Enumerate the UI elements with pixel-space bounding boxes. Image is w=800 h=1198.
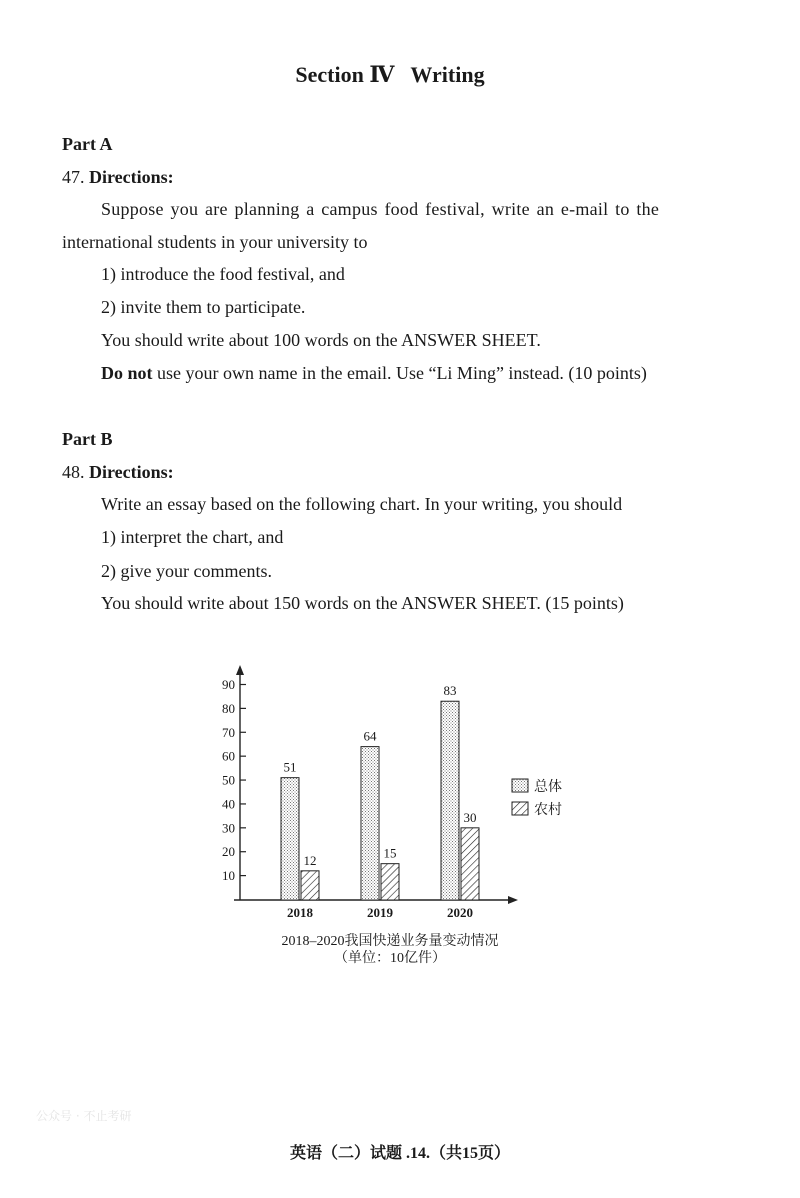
- chart-title: 2018–2020我国快递业务量变动情况: [281, 934, 499, 949]
- directions-label: Directions:: [89, 462, 174, 482]
- bar-rural: [461, 828, 479, 900]
- paragraph-line: [101, 363, 647, 384]
- data-label: 30: [463, 809, 477, 825]
- data-label: 51: [283, 759, 297, 775]
- bar-rural: [381, 864, 399, 900]
- bar-rural: [301, 871, 319, 900]
- y-tick-label: 80: [222, 700, 235, 716]
- section-title: Section Ⅳ Writing: [295, 62, 485, 87]
- question-number: 48.: [62, 462, 85, 482]
- list-item: 1) interpret the chart, and: [101, 527, 284, 547]
- paragraph-text: use your own name in the email. Use “Li Ming” instead. (10 points): [152, 363, 647, 383]
- legend-swatch: [512, 802, 528, 815]
- page-footer: 英语（二）试题 .14.（共15页）: [289, 1145, 510, 1162]
- y-tick-label: 50: [222, 772, 235, 788]
- list-item: 2) give your comments.: [101, 561, 272, 581]
- list-item: 2) invite them to participate.: [101, 297, 306, 317]
- y-axis-arrow: [236, 665, 244, 675]
- data-label: 83: [443, 683, 457, 699]
- question-48-label: [62, 462, 174, 483]
- data-label: 12: [303, 852, 317, 868]
- y-tick-label: 20: [222, 844, 235, 860]
- paragraph-line: Write an essay based on the following chart. In your writing, you should: [101, 494, 623, 514]
- x-tick-label: 2019: [367, 905, 393, 920]
- legend-swatch: [512, 779, 528, 792]
- bar-total: [441, 701, 459, 900]
- part-b-heading: Part B: [62, 429, 113, 449]
- chart-subtitle: （单位：10亿件）: [334, 951, 446, 966]
- y-tick-label: 90: [222, 677, 235, 692]
- y-tick-label: 60: [222, 748, 235, 764]
- list-item: 1) introduce the food festival, and: [101, 264, 345, 284]
- legend-label: 总体: [534, 780, 562, 795]
- data-label: 64: [363, 728, 377, 744]
- paragraph-line: You should write about 150 words on the ANSWER SHEET. (15 points): [101, 593, 624, 613]
- x-axis-arrow: [508, 896, 518, 904]
- paragraph-line: international students in your university to: [62, 232, 368, 252]
- emphasis-text: Do not: [101, 363, 153, 383]
- directions-label: Directions:: [89, 167, 174, 187]
- y-tick-label: 70: [222, 724, 235, 740]
- x-tick-label: 2018: [287, 905, 313, 920]
- y-tick-label: 40: [222, 796, 235, 812]
- watermark-text: 公众号 · 不止考研: [36, 1109, 132, 1123]
- question-47-label: [62, 167, 174, 188]
- legend-label: 农村: [534, 803, 562, 818]
- paragraph-line: Suppose you are planning a campus food festival, write an e-mail to the: [101, 199, 660, 219]
- part-a-heading: Part A: [62, 134, 113, 154]
- paragraph-line: You should write about 100 words on the ANSWER SHEET.: [101, 330, 541, 350]
- y-tick-label: 10: [222, 868, 235, 884]
- question-number: 47.: [62, 167, 85, 187]
- x-tick-label: 2020: [447, 905, 473, 920]
- bar-total: [361, 747, 379, 900]
- bar-total: [281, 778, 299, 900]
- y-tick-label: 30: [222, 820, 235, 836]
- express-delivery-chart: [200, 655, 580, 925]
- data-label: 15: [383, 845, 397, 861]
